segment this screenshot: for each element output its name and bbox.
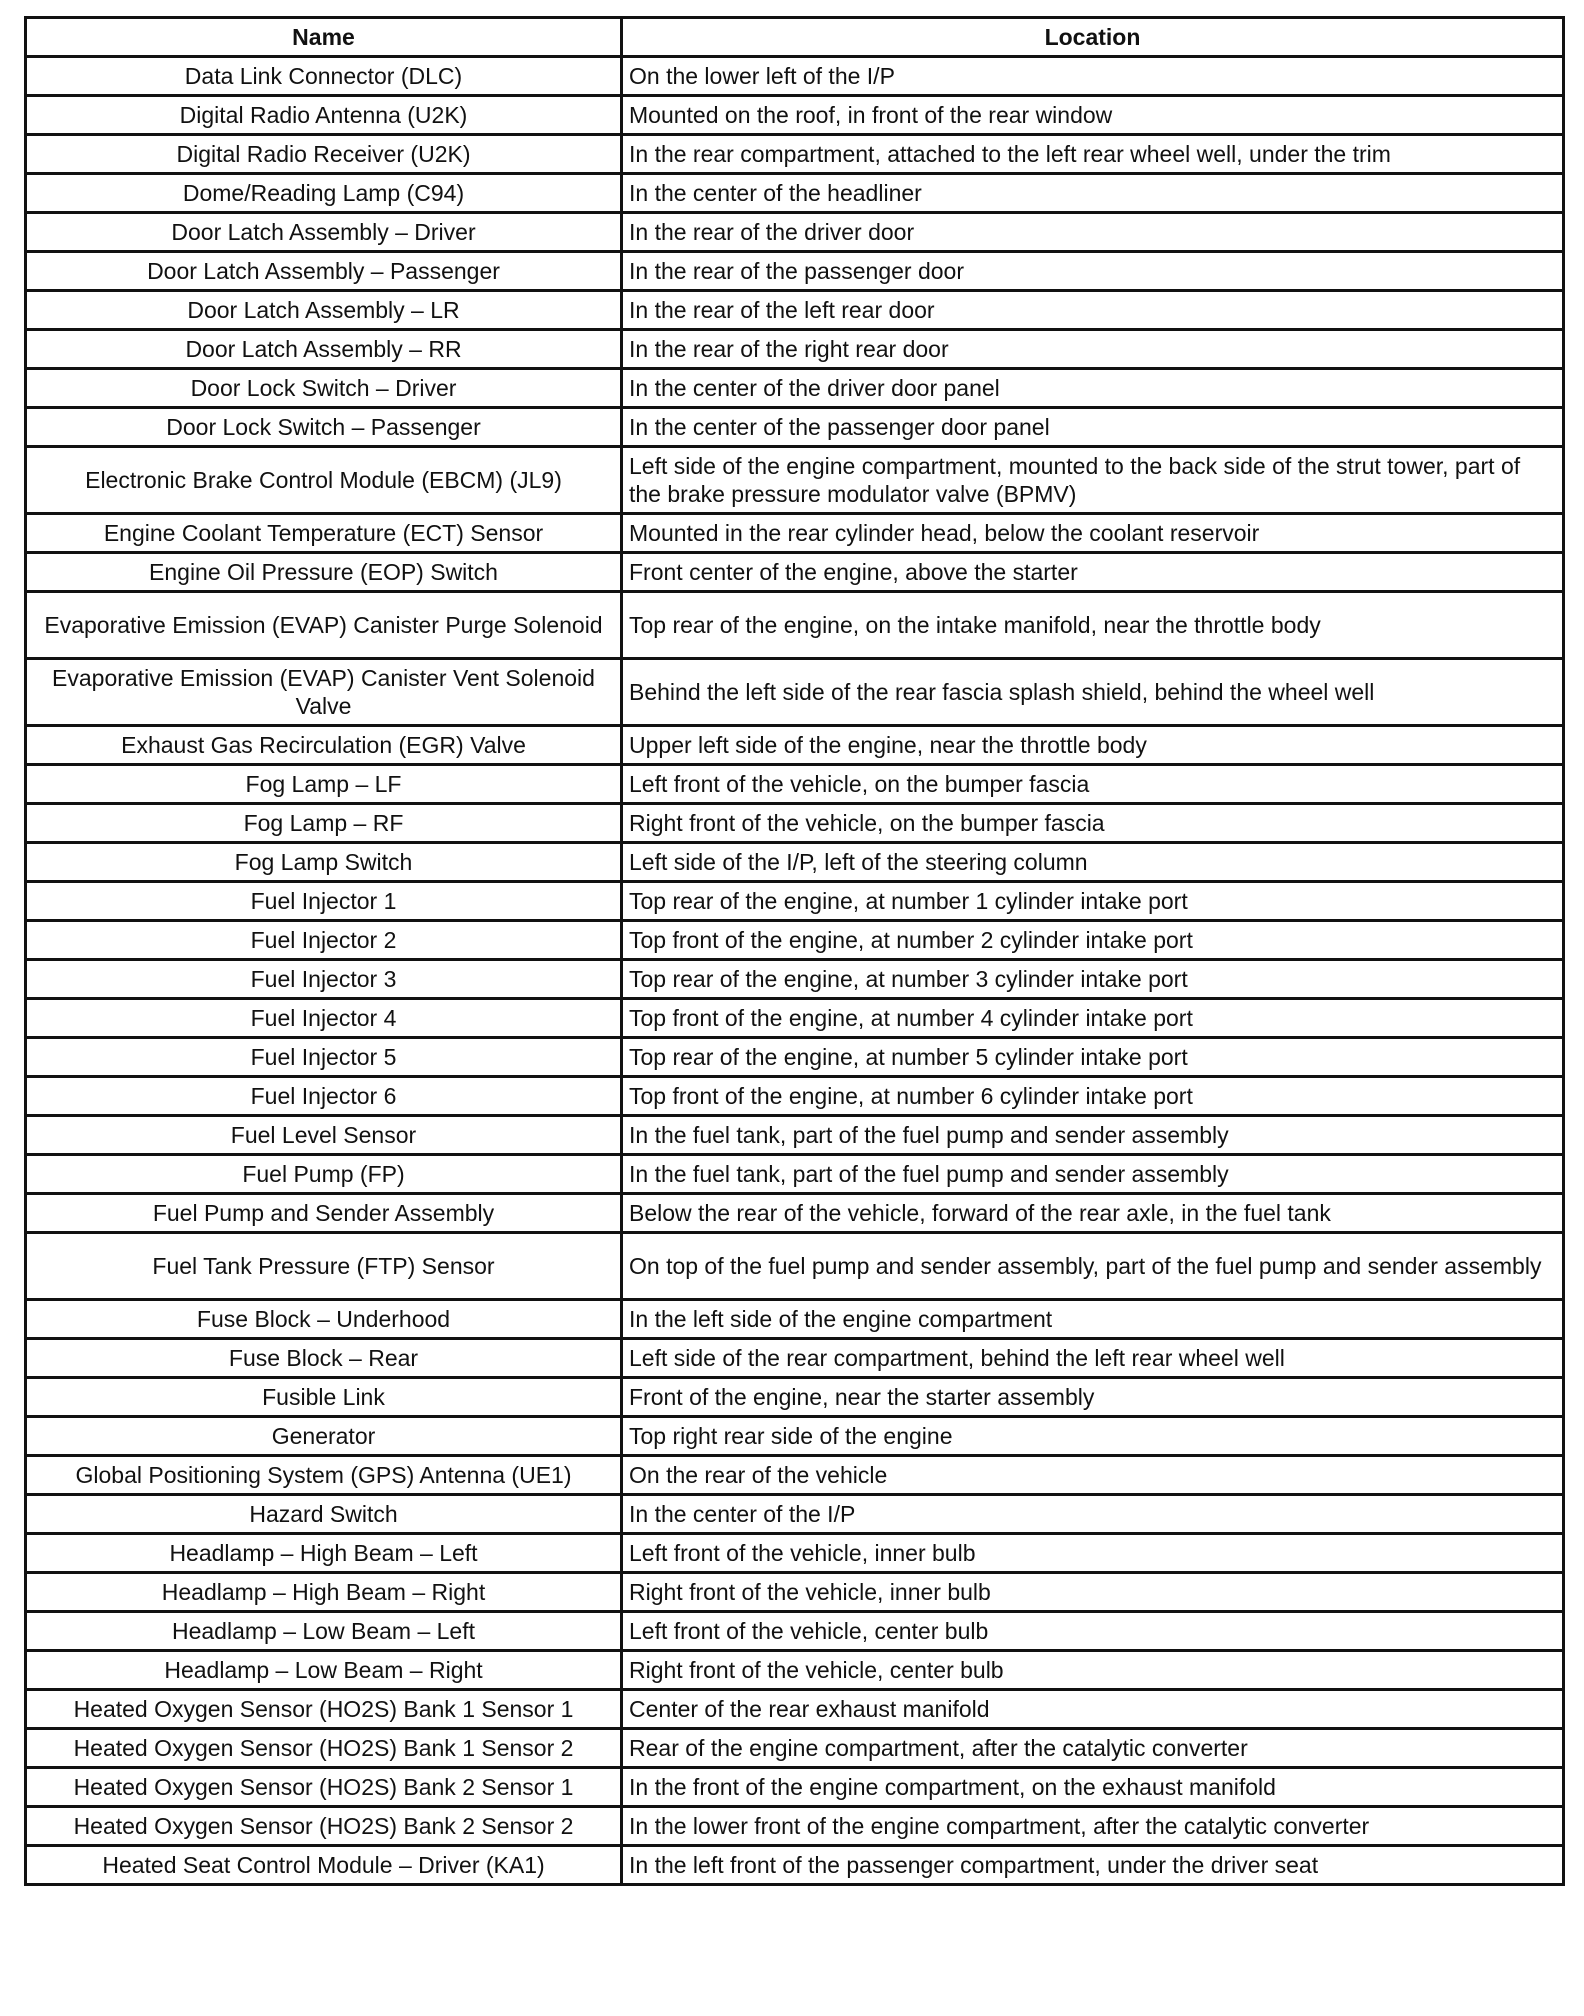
component-name-cell: Engine Coolant Temperature (ECT) Sensor [26, 514, 622, 553]
component-location-cell: Right front of the vehicle, inner bulb [622, 1573, 1564, 1612]
component-location-cell: Left side of the I/P, left of the steering column [622, 843, 1564, 882]
component-location-cell: Left front of the vehicle, on the bumper fascia [622, 765, 1564, 804]
component-location-cell: In the rear compartment, attached to the left rear wheel well, under the trim [622, 135, 1564, 174]
table-row [26, 252, 1564, 291]
component-name-cell: Data Link Connector (DLC) [26, 57, 622, 96]
component-location-cell: Center of the rear exhaust manifold [622, 1690, 1564, 1729]
component-name-cell: Electronic Brake Control Module (EBCM) (JL9) [26, 447, 622, 514]
component-name-cell: Door Latch Assembly – LR [26, 291, 622, 330]
table-row [26, 1573, 1564, 1612]
component-location-cell: Mounted on the roof, in front of the rear window [622, 96, 1564, 135]
table-row [26, 1194, 1564, 1233]
component-location-cell: On top of the fuel pump and sender assembly, part of the fuel pump and sender assembly [622, 1233, 1564, 1300]
table-row [26, 96, 1564, 135]
table-row [26, 447, 1564, 514]
component-location-cell: Top front of the engine, at number 4 cylinder intake port [622, 999, 1564, 1038]
component-location-cell: In the center of the passenger door panel [622, 408, 1564, 447]
component-name-cell: Heated Oxygen Sensor (HO2S) Bank 2 Sensor 1 [26, 1768, 622, 1807]
component-name-cell: Heated Oxygen Sensor (HO2S) Bank 1 Sensor 2 [26, 1729, 622, 1768]
component-name-cell: Fuel Level Sensor [26, 1116, 622, 1155]
component-name-cell: Fog Lamp Switch [26, 843, 622, 882]
component-location-cell: In the left front of the passenger compartment, under the driver seat [622, 1846, 1564, 1885]
component-name-cell: Fog Lamp – LF [26, 765, 622, 804]
component-name-cell: Digital Radio Receiver (U2K) [26, 135, 622, 174]
component-name-cell: Headlamp – Low Beam – Right [26, 1651, 622, 1690]
component-name-cell: Engine Oil Pressure (EOP) Switch [26, 553, 622, 592]
table-row [26, 1155, 1564, 1194]
component-location-cell: In the center of the headliner [622, 174, 1564, 213]
table-row [26, 213, 1564, 252]
component-location-cell: Front of the engine, near the starter assembly [622, 1378, 1564, 1417]
component-name-cell: Global Positioning System (GPS) Antenna (UE1) [26, 1456, 622, 1495]
component-location-table-wrapper [24, 16, 1562, 1886]
component-name-cell: Fuel Injector 3 [26, 960, 622, 999]
component-location-cell: Below the rear of the vehicle, forward of the rear axle, in the fuel tank [622, 1194, 1564, 1233]
component-location-cell: Rear of the engine compartment, after the catalytic converter [622, 1729, 1564, 1768]
component-location-cell: Left front of the vehicle, inner bulb [622, 1534, 1564, 1573]
table-row [26, 1495, 1564, 1534]
component-location-cell: Right front of the vehicle, center bulb [622, 1651, 1564, 1690]
component-location-cell: Left side of the engine compartment, mounted to the back side of the strut tower, part of the brake pressure modulator valve (BPMV) [622, 447, 1564, 514]
table-row [26, 1768, 1564, 1807]
table-row [26, 369, 1564, 408]
component-location-cell: Top front of the engine, at number 6 cylinder intake port [622, 1077, 1564, 1116]
component-name-cell: Fuel Injector 4 [26, 999, 622, 1038]
component-name-cell: Heated Seat Control Module – Driver (KA1) [26, 1846, 622, 1885]
component-location-cell: Top rear of the engine, at number 5 cylinder intake port [622, 1038, 1564, 1077]
table-row [26, 1038, 1564, 1077]
component-location-cell: Behind the left side of the rear fascia splash shield, behind the wheel well [622, 659, 1564, 726]
table-row [26, 291, 1564, 330]
table-row [26, 1690, 1564, 1729]
table-row [26, 1612, 1564, 1651]
component-location-cell: Front center of the engine, above the starter [622, 553, 1564, 592]
component-location-cell: In the rear of the passenger door [622, 252, 1564, 291]
component-name-cell: Fuel Injector 2 [26, 921, 622, 960]
component-location-cell: On the rear of the vehicle [622, 1456, 1564, 1495]
component-location-cell: Top front of the engine, at number 2 cylinder intake port [622, 921, 1564, 960]
component-location-cell: In the rear of the right rear door [622, 330, 1564, 369]
component-location-cell: In the center of the I/P [622, 1495, 1564, 1534]
table-body [26, 57, 1564, 1885]
table-row [26, 1846, 1564, 1885]
table-row [26, 1233, 1564, 1300]
component-name-cell: Door Lock Switch – Passenger [26, 408, 622, 447]
table-row [26, 1534, 1564, 1573]
table-row [26, 408, 1564, 447]
component-location-cell: In the front of the engine compartment, on the exhaust manifold [622, 1768, 1564, 1807]
component-location-cell: Right front of the vehicle, on the bumper fascia [622, 804, 1564, 843]
component-name-cell: Exhaust Gas Recirculation (EGR) Valve [26, 726, 622, 765]
component-name-cell: Fuel Injector 5 [26, 1038, 622, 1077]
table-row [26, 1077, 1564, 1116]
component-name-cell: Headlamp – Low Beam – Left [26, 1612, 622, 1651]
component-name-cell: Generator [26, 1417, 622, 1456]
table-row [26, 135, 1564, 174]
component-location-cell: Top right rear side of the engine [622, 1417, 1564, 1456]
component-name-cell: Hazard Switch [26, 1495, 622, 1534]
table-row [26, 659, 1564, 726]
component-name-cell: Heated Oxygen Sensor (HO2S) Bank 2 Sensor 2 [26, 1807, 622, 1846]
component-location-cell: Top rear of the engine, at number 1 cylinder intake port [622, 882, 1564, 921]
component-location-cell: In the rear of the driver door [622, 213, 1564, 252]
component-location-cell: Top rear of the engine, on the intake manifold, near the throttle body [622, 592, 1564, 659]
table-row [26, 592, 1564, 659]
component-name-cell: Fusible Link [26, 1378, 622, 1417]
table-row [26, 804, 1564, 843]
component-name-cell: Fuel Injector 1 [26, 882, 622, 921]
table-row [26, 960, 1564, 999]
component-location-cell: Top rear of the engine, at number 3 cylinder intake port [622, 960, 1564, 999]
table-row [26, 765, 1564, 804]
table-row [26, 843, 1564, 882]
component-name-cell: Door Latch Assembly – RR [26, 330, 622, 369]
component-name-cell: Evaporative Emission (EVAP) Canister Purge Solenoid [26, 592, 622, 659]
table-row [26, 1339, 1564, 1378]
table-header-row [26, 18, 1564, 57]
component-name-cell: Door Latch Assembly – Passenger [26, 252, 622, 291]
table-row [26, 1417, 1564, 1456]
table-row [26, 1116, 1564, 1155]
table-row [26, 1651, 1564, 1690]
table-row [26, 1300, 1564, 1339]
header-name: Name [26, 18, 622, 57]
component-location-cell: Upper left side of the engine, near the throttle body [622, 726, 1564, 765]
component-name-cell: Fog Lamp – RF [26, 804, 622, 843]
table-row [26, 553, 1564, 592]
component-location-table [24, 16, 1565, 1886]
table-row [26, 57, 1564, 96]
component-location-cell: Left front of the vehicle, center bulb [622, 1612, 1564, 1651]
component-name-cell: Dome/Reading Lamp (C94) [26, 174, 622, 213]
component-location-cell: In the left side of the engine compartment [622, 1300, 1564, 1339]
component-name-cell: Fuel Tank Pressure (FTP) Sensor [26, 1233, 622, 1300]
component-location-cell: Left side of the rear compartment, behind the left rear wheel well [622, 1339, 1564, 1378]
component-name-cell: Door Lock Switch – Driver [26, 369, 622, 408]
component-name-cell: Digital Radio Antenna (U2K) [26, 96, 622, 135]
component-name-cell: Headlamp – High Beam – Right [26, 1573, 622, 1612]
component-location-cell: In the center of the driver door panel [622, 369, 1564, 408]
table-row [26, 1456, 1564, 1495]
component-location-cell: In the fuel tank, part of the fuel pump and sender assembly [622, 1116, 1564, 1155]
component-location-cell: In the lower front of the engine compartment, after the catalytic converter [622, 1807, 1564, 1846]
component-name-cell: Heated Oxygen Sensor (HO2S) Bank 1 Sensor 1 [26, 1690, 622, 1729]
component-location-cell: In the fuel tank, part of the fuel pump and sender assembly [622, 1155, 1564, 1194]
component-name-cell: Fuel Pump and Sender Assembly [26, 1194, 622, 1233]
component-name-cell: Door Latch Assembly – Driver [26, 213, 622, 252]
component-name-cell: Fuel Pump (FP) [26, 1155, 622, 1194]
table-row [26, 882, 1564, 921]
table-row [26, 1729, 1564, 1768]
table-row [26, 999, 1564, 1038]
header-location: Location [622, 18, 1564, 57]
table-row [26, 514, 1564, 553]
component-location-cell: On the lower left of the I/P [622, 57, 1564, 96]
component-name-cell: Fuel Injector 6 [26, 1077, 622, 1116]
component-location-cell: Mounted in the rear cylinder head, below the coolant reservoir [622, 514, 1564, 553]
component-location-cell: In the rear of the left rear door [622, 291, 1564, 330]
component-name-cell: Fuse Block – Rear [26, 1339, 622, 1378]
component-name-cell: Evaporative Emission (EVAP) Canister Vent Solenoid Valve [26, 659, 622, 726]
table-row [26, 1378, 1564, 1417]
table-row [26, 174, 1564, 213]
component-name-cell: Headlamp – High Beam – Left [26, 1534, 622, 1573]
table-row [26, 726, 1564, 765]
table-row [26, 330, 1564, 369]
table-row [26, 921, 1564, 960]
component-name-cell: Fuse Block – Underhood [26, 1300, 622, 1339]
table-row [26, 1807, 1564, 1846]
